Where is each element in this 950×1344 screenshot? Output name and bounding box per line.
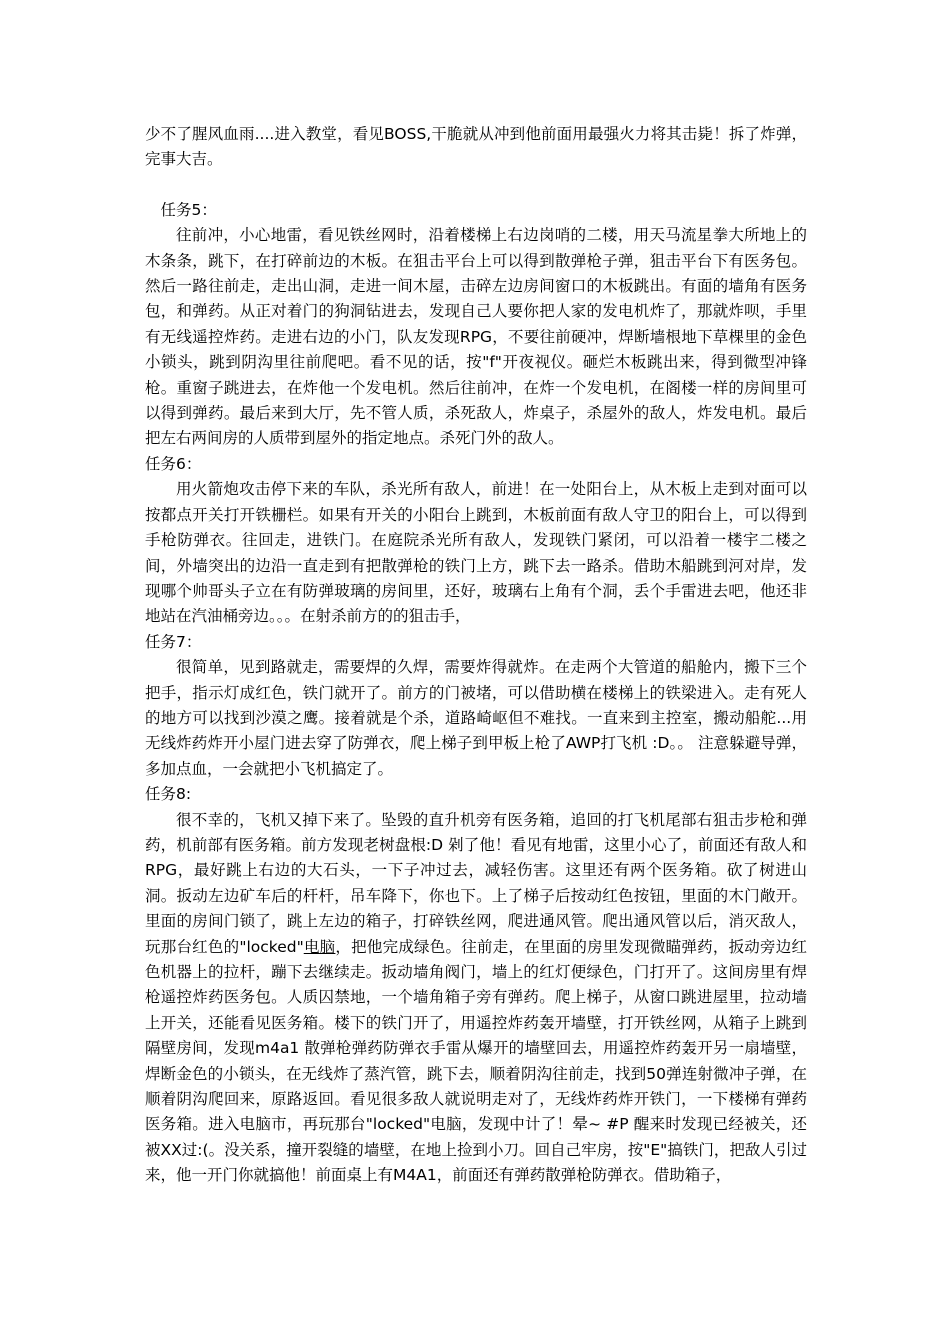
mission-6-paragraph: 用火箭炮攻击停下来的车队，杀光所有敌人，前进！在一处阳台上，从木板上走到对面可以按都点开关打开铁栅栏。如果有开关的小阳台上跳到，木板前面有敌人守卫的阳台上，可以得到手枪防弹衣。往回走，进铁门。在庭院杀光所有敌人，发现铁门紧闭，可以沿着一楼宇二楼之间，外墙突出的边沿一直走到有把散弹枪的铁门上方，跳下去一路杀。借助木船跳到河对岸，发现哪个帅哥头子立在有防弹玻璃的房间里，还好，玻璃右上角有个洞，丢个手雷进去吧，他还非地站在汽油桶旁边。。。在射杀前方的的狙击手， bbox=[145, 480, 807, 626]
intro-paragraph: 少不了腥风血雨....进入教堂，看见BOSS,干脆就从冲到他前面用最强火力将其击毙！拆了炸弹，完事大吉。 bbox=[145, 125, 807, 169]
mission-5-heading: 任务5： bbox=[160, 200, 217, 219]
mission-8-text-before-link: 很不幸的，飞机又掉下来了。坠毁的直升机旁有医务箱，追回的打飞机尾部右狙击步枪和弹药，机前部有医务箱。前方发现老树盘根:D 剁了他！看见有地雷，这里小心了，前面还有敌人和RPG，最好跳上右边的大石头，一下子冲过去，减轻伤害。这里还有两个医务箱。砍了树进山洞。扳动左边矿车后的杆杆，吊车降下，你也下。上了梯子后按动红色按钮，里面的木门敞开。里面的房间门锁了，跳上左边的箱子，打碎铁丝网，爬进通风管。爬出通风管以后，消灭敌人，玩那台红色的"locked" bbox=[145, 810, 807, 956]
mission-7-heading: 任务7： bbox=[145, 632, 202, 651]
document-page bbox=[145, 122, 807, 1189]
mission-8-paragraph bbox=[145, 808, 807, 1189]
mission-8-heading: 任务8: bbox=[145, 785, 192, 804]
mission-8-text-after-link: ，把他完成绿色。往前走，在里面的房里发现微瞄弹药，扳动旁边红色机器上的拉杆，蹦下去继续走。扳动墙角阀门，墙上的红灯便绿色，门打开了。这间房里有焊枪遥控炸药医务包。人质囚禁地，一个墙角箱子旁有弹药。爬上梯子，从窗口跳进屋里，拉动墙上开关，还能看见医务箱。楼下的铁门开了，用遥控炸药轰开墙壁，打开铁丝网，从箱子上跳到隔壁房间，发现m4a1 散弹枪弹药防弹衣手雷从爆开的墙壁回去，用遥控炸药轰开另一扇墙壁，焊断金色的小锁头，在无线炸了蒸汽管，跳下去，顺着阴沟往前走，找到50弹连射微冲子弹，在顺着阴沟爬回来，原路返回。看见很多敌人就说明走对了，无线炸药炸开铁门，一下楼梯有弹药医务箱。进入电脑市，再玩那台"locked"电脑，发现中计了！晕~ #P 醒来时发现已经被关，还被XX过:(。没关系，撞开裂缝的墙壁，在地上捡到小刀。回自己牢房，按"E"搞铁门，把敌人引过来，他一开门你就搞他！前面桌上有M4A1，前面还有弹药散弹枪防弹衣。借助箱子， bbox=[145, 937, 807, 1185]
mission-5-paragraph: 往前冲，小心地雷，看见铁丝网时，沿着楼梯上右边岗哨的二楼，用天马流星拳大所地上的木条条，跳下，在打碎前边的木板。在狙击平台上可以得到散弹枪子弹，狙击平台下有医务包。然后一路往前走，走出山洞，走进一间木屋，击碎左边房间窗口的木板跳出。有面的墙角有医务包，和弹药。从正对着门的狗洞钻进去，发现自己人要你把人家的发电机炸了，那就炸呗，手里有无线遥控炸药。走进右边的小门，队友发现RPG，不要往前硬冲，焊断墙根地下草棵里的金色小锁头，跳到阴沟里往前爬吧。看不见的话，按"f"开夜视仪。砸烂木板跳出来，得到微型冲锋枪。重窗子跳进去，在炸他一个发电机。然后往前冲，在炸一个发电机，在阁楼一样的房间里可以得到弹药。最后来到大厅，先不管人质，杀死敌人，炸桌子，杀屋外的敌人，炸发电机。最后把左右两间房的人质带到屋外的指定地点。杀死门外的敌人。 bbox=[145, 226, 807, 448]
computer-link[interactable]: 电脑 bbox=[303, 937, 336, 956]
mission-6-heading: 任务6： bbox=[145, 454, 202, 473]
mission-7-paragraph: 很简单，见到路就走，需要焊的久焊，需要炸得就炸。在走两个大管道的船舱内，搬下三个把手，指示灯成红色，铁门就开了。前方的门被堵，可以借助横在楼梯上的铁梁进入。走有死人的地方可以找到沙漠之鹰。接着就是个杀，道路崎岖但不难找。一直来到主控室，搬动船舵...用无线炸药炸开小屋门进去穿了防弹衣，爬上梯子到甲板上枪了AWP打飞机 :D。。 注意躲避导弹，多加点血，一会就把小飞机搞定了。 bbox=[145, 658, 807, 778]
